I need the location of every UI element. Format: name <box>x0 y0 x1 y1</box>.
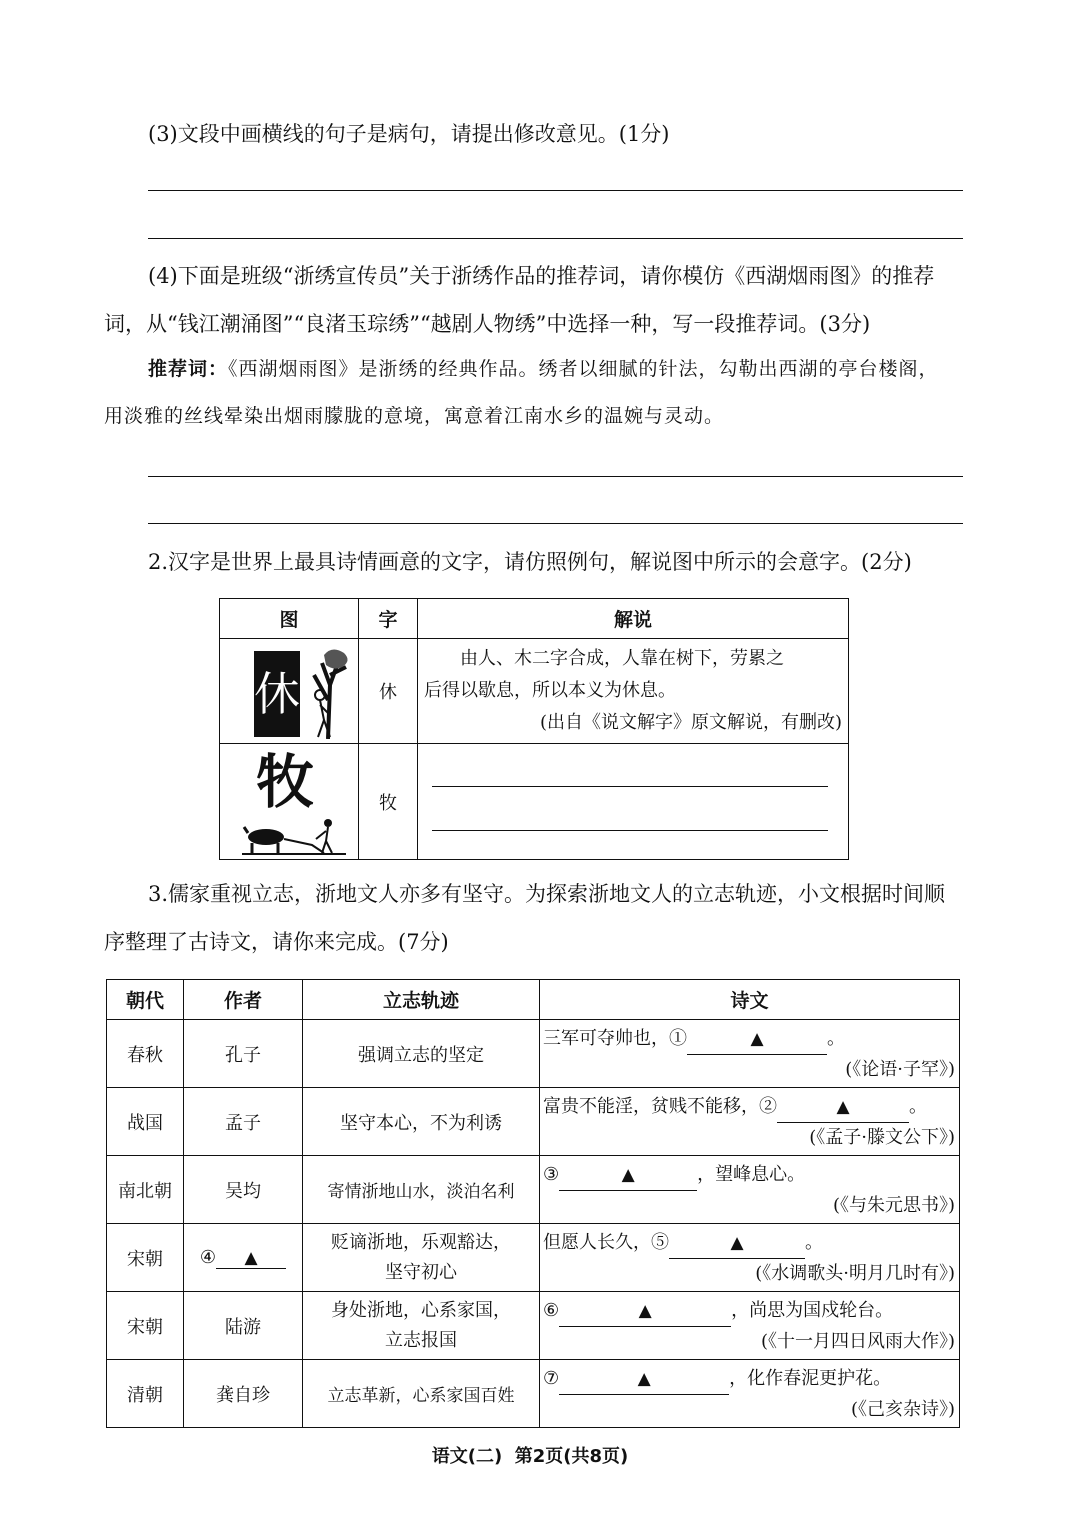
author: 孟子 <box>184 1088 303 1156</box>
header-poem: 诗文 <box>540 980 960 1020</box>
xiu-expl-line1: 由人、木二字合成，人靠在树下，劳累之 <box>460 648 784 669</box>
answer-blank-6[interactable]: ▲ <box>559 1296 731 1327</box>
dynasty: 南北朝 <box>107 1156 184 1224</box>
poem-pre: 但愿人长久，⑤ <box>543 1232 669 1253</box>
author: 吴均 <box>184 1156 303 1224</box>
mu-picture-cell <box>220 744 359 860</box>
table-row <box>107 1292 960 1360</box>
poem-source: (《十一月四日风雨大作》) <box>760 1331 955 1352</box>
poem-source: (《与朱元思书》) <box>832 1195 955 1216</box>
ideogram-table <box>219 598 849 860</box>
poem-pre: ⑦ <box>543 1368 560 1389</box>
xiu-char: 休 <box>359 639 418 744</box>
table-row <box>107 1020 960 1088</box>
recommendation-line2: 用淡雅的丝线晕染出烟雨朦胧的意境，寓意着江南水乡的温婉与灵动。 <box>104 405 725 427</box>
author: 陆游 <box>184 1292 303 1360</box>
question-1-4-line2: 词，从“钱江潮涌图”“良渚玉琮绣”“越剧人物绣”中选择一种，写一段推荐词。(3分) <box>104 312 871 336</box>
poem-pre: 富贵不能淫，贫贱不能移，② <box>543 1096 777 1117</box>
track-cell <box>303 1224 540 1292</box>
answer-blank-1[interactable]: ▲ <box>687 1024 827 1055</box>
answer-blank-3[interactable]: ▲ <box>559 1160 697 1191</box>
author-cell <box>184 1224 303 1292</box>
recommendation-label: 推荐词： <box>148 358 229 380</box>
tree-person-icon <box>300 645 358 739</box>
question-1-4-line1: (4)下面是班级“浙绣宣传员”关于浙绣作品的推荐词，请你模仿《西湖烟雨图》的推荐 <box>148 264 935 288</box>
ox-plough-icon <box>242 817 346 855</box>
answer-line[interactable] <box>148 190 963 191</box>
track: 强调立志的坚定 <box>303 1020 540 1088</box>
poetry-table <box>106 979 960 1428</box>
poem-post: 。 <box>827 1028 845 1049</box>
poem-post: ，尚思为国戍轮台。 <box>731 1300 894 1321</box>
answer-line[interactable] <box>432 830 828 831</box>
header-picture: 图 <box>220 599 359 639</box>
poem-cell <box>540 1224 960 1292</box>
answer-blank-5[interactable]: ▲ <box>669 1228 805 1259</box>
author: 孔子 <box>184 1020 303 1088</box>
table-row <box>107 1360 960 1428</box>
answer-line[interactable] <box>148 238 963 239</box>
track: 坚守本心，不为利诱 <box>303 1088 540 1156</box>
answer-line[interactable] <box>432 786 828 787</box>
mu-char: 牧 <box>359 744 418 860</box>
track-line1: 身处浙地，心系家国， <box>331 1299 511 1321</box>
answer-line[interactable] <box>148 523 963 524</box>
header-explanation: 解说 <box>418 599 849 639</box>
poem-post: 。 <box>909 1096 927 1117</box>
poem-cell <box>540 1292 960 1360</box>
xiu-expl-line2: 后得以歇息，所以本义为休息。 <box>424 680 676 701</box>
poem-cell <box>540 1360 960 1428</box>
header-char: 字 <box>359 599 418 639</box>
dynasty: 春秋 <box>107 1020 184 1088</box>
xiu-seal-glyph: 休 <box>254 651 300 737</box>
poem-cell <box>540 1020 960 1088</box>
track: 立志革新，心系家国百姓 <box>303 1360 540 1428</box>
poem-cell <box>540 1088 960 1156</box>
xiu-source: (出自《说文解字》原文解说，有删改) <box>539 712 842 733</box>
track-line2: 坚守初心 <box>385 1261 457 1283</box>
recommendation-line1 <box>148 358 939 381</box>
question-1-3: (3)文段中画横线的句子是病句，请提出修改意见。(1分) <box>148 122 670 146</box>
mu-explanation-cell <box>418 744 849 860</box>
xiu-explanation-cell <box>418 639 849 744</box>
question-3-line2: 序整理了古诗文，请你来完成。(7分) <box>104 930 449 954</box>
poem-post: ，望峰息心。 <box>697 1164 806 1185</box>
track: 寄情浙地山水，淡泊名利 <box>303 1156 540 1224</box>
answer-blank-4[interactable]: ▲ <box>216 1247 286 1269</box>
poem-pre: ③ <box>543 1164 560 1185</box>
poem-source: (《水调歌头·明月几时有》) <box>755 1263 955 1284</box>
poem-source: (《孟子·滕文公下》) <box>809 1127 955 1148</box>
header-dynasty: 朝代 <box>107 980 184 1020</box>
author: 龚自珍 <box>184 1360 303 1428</box>
answer-line[interactable] <box>148 476 963 477</box>
dynasty: 战国 <box>107 1088 184 1156</box>
recommendation-text1: 《西湖烟雨图》是浙绣的经典作品。绣者以细腻的针法，勾勒出西湖的亭台楼阁， <box>228 358 939 380</box>
table-row <box>107 1156 960 1224</box>
poem-cell <box>540 1156 960 1224</box>
question-3-line1: 3.儒家重视立志，浙地文人亦多有坚守。为探索浙地文人的立志轨迹，小文根据时间顺 <box>148 882 946 906</box>
track-line1: 贬谪浙地，乐观豁达， <box>331 1231 511 1253</box>
header-track: 立志轨迹 <box>303 980 540 1020</box>
answer-blank-7[interactable]: ▲ <box>559 1364 729 1395</box>
table-row <box>107 1088 960 1156</box>
dynasty: 清朝 <box>107 1360 184 1428</box>
poem-pre: 三军可夺帅也，① <box>543 1028 687 1049</box>
answer-blank-2[interactable]: ▲ <box>777 1092 909 1123</box>
author-num: ④ <box>199 1246 217 1268</box>
poem-post: 。 <box>805 1232 823 1253</box>
poem-post: ，化作春泥更护花。 <box>729 1368 892 1389</box>
poem-source: (《论语·子罕》) <box>845 1059 955 1080</box>
question-2: 2.汉字是世界上最具诗情画意的文字，请仿照例句，解说图中所示的会意字。(2分) <box>148 550 912 574</box>
dynasty: 宋朝 <box>107 1224 184 1292</box>
dynasty: 宋朝 <box>107 1292 184 1360</box>
mu-glyph: 牧 <box>256 747 315 816</box>
page-footer: 语文(二) 第2页(共8页) <box>431 1446 629 1467</box>
table-row <box>107 1224 960 1292</box>
track-line2: 立志报国 <box>385 1329 457 1351</box>
xiu-picture-cell <box>220 639 359 744</box>
poem-pre: ⑥ <box>543 1300 560 1321</box>
header-author: 作者 <box>184 980 303 1020</box>
poem-source: (《己亥杂诗》) <box>850 1399 955 1420</box>
track-cell <box>303 1292 540 1360</box>
